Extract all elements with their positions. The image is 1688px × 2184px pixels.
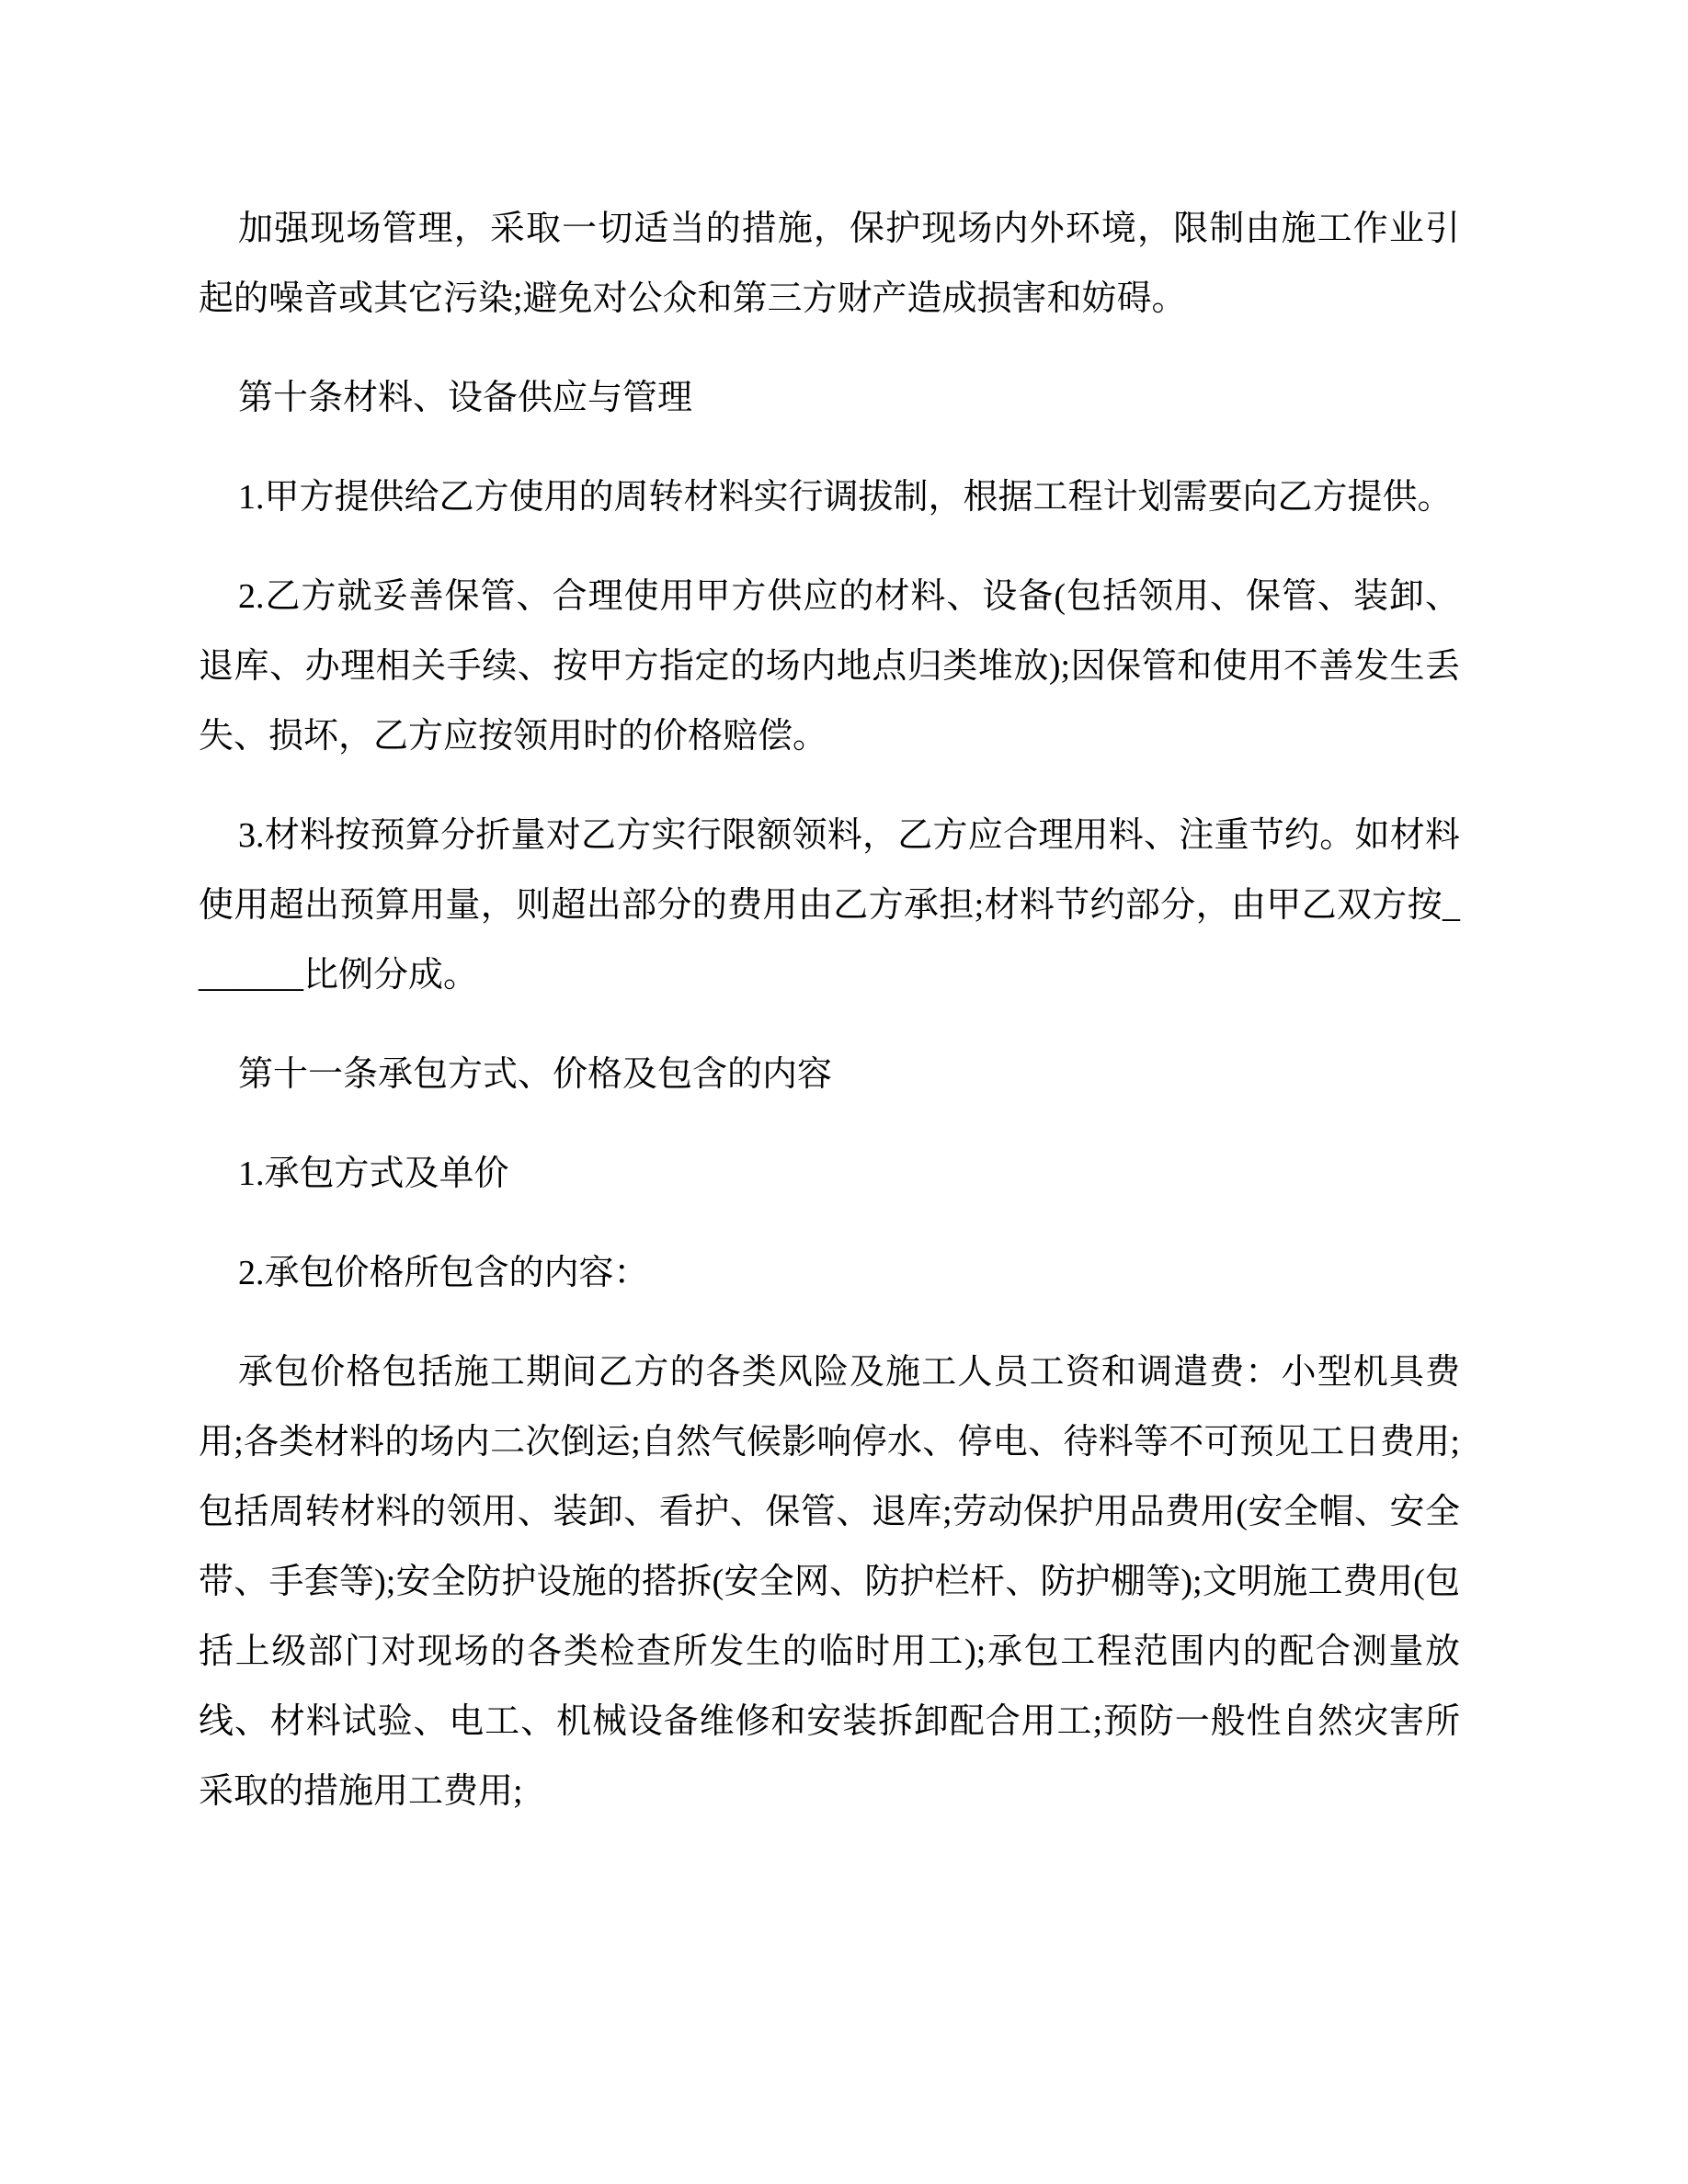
paragraph-site-management: 加强现场管理，采取一切适当的措施，保护现场内外环境，限制由施工作业引起的噪音或其它污染;避免对公众和第三方财产造成损害和妨碍。 — [199, 210, 1460, 318]
clause-11-price-contents-paragraph: 承包价格包括施工期间乙方的各类风险及施工人员工资和调遣费：小型机具费用;各类材料的场内二次倒运;自然气候影响停水、停电、待料等不可预见工日费用;包括周转材料的领用、装卸、看护、保管、退库;劳动保护用品费用(安全帽、安全带、手套等);安全防护设施的搭拆(安全网、防护栏杆、防护棚等);文明施工费用(包括上级部门对现场的各类检查所发生的临时用工);承包工程范围内的配合测量放线、材料试验、电工、机械设备维修和安装拆卸配合用工;预防一般性自然灾害所采取的措施用工费用; — [199, 1353, 1460, 1811]
clause-10-item-1: 1.甲方提供给乙方使用的周转材料实行调拔制，根据工程计划需要向乙方提供。 — [238, 478, 1453, 517]
clause-10-item-3-with-blank: 3.材料按预算分折量对乙方实行限额领料，乙方应合理用料、注重节约。如材料使用超出预算用量，则超出部分的费用由乙方承担;材料节约部分，由甲乙双方按_______比例分成。 — [199, 816, 1460, 995]
clause-10-item-2: 2.乙方就妥善保管、合理使用甲方供应的材料、设备(包括领用、保管、装卸、退库、办理相关手续、按甲方指定的场内地点归类堆放);因保管和使用不善发生丢失、损坏，乙方应按领用时的价格赔偿。 — [199, 577, 1460, 756]
clause-10-heading: 第十条材料、设备供应与管理 — [238, 379, 693, 417]
clause-11-item-2: 2.承包价格所包含的内容： — [238, 1254, 649, 1292]
clause-11-item-1: 1.承包方式及单价 — [238, 1155, 509, 1193]
clause-11-heading: 第十一条承包方式、价格及包含的内容 — [238, 1055, 833, 1094]
